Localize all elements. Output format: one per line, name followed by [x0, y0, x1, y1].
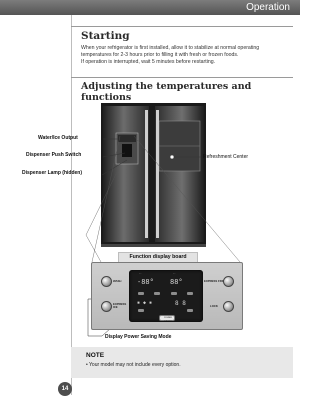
starting-heading: Starting [81, 30, 130, 42]
adjusting-heading: Adjusting the temperatures and functions [81, 81, 252, 103]
callout-dispenser-push-switch: Dispenser Push Switch [26, 152, 82, 158]
dispenser-recess [122, 144, 132, 157]
display-power-saving-mode-label: Display Power Saving Mode [105, 334, 172, 340]
function-display-board [91, 262, 243, 330]
express-ice-button[interactable] [101, 301, 112, 312]
starting-line: If operation is interrupted, wait 5 minutes before restarting. [81, 59, 216, 66]
callout-water-ice-output: Water/Ice Output [38, 135, 78, 141]
fridge-temp-display: 88° [170, 278, 183, 286]
callout-refreshment-center: Refreshment Center [203, 154, 249, 160]
panel-header-left: ◦ ◦ [139, 273, 142, 275]
page-number: 14 [58, 382, 72, 396]
panel-mini-button[interactable] [171, 292, 177, 295]
power-saving-label: POWER SAVING [164, 317, 172, 323]
wash-button[interactable] [101, 276, 112, 287]
lock-label: LOCK [210, 304, 218, 308]
note-text: • Your model may not include every option. [86, 362, 181, 368]
express-ice-label: EXPRESS ICE [113, 302, 127, 309]
power-saving-button[interactable] [159, 315, 175, 321]
lock-button[interactable] [223, 301, 234, 312]
panel-mini-button[interactable] [187, 292, 193, 295]
express-frz-label: EXPRESS FRZ [204, 279, 224, 283]
panel-mini-button[interactable] [154, 292, 160, 295]
function-display-board-title: Function display board [118, 252, 198, 263]
fridge-handle [156, 110, 159, 238]
express-frz-button[interactable] [223, 276, 234, 287]
note-box [71, 347, 293, 378]
freezer-temp-display: -88° [137, 278, 154, 286]
wash-label: WASH [113, 279, 122, 283]
panel-mini-button[interactable] [138, 292, 144, 295]
note-heading: NOTE [86, 352, 105, 359]
section-title: Operation [246, 2, 290, 13]
freezer-door [103, 106, 149, 242]
panel-header-right: ◦ ◦ [173, 273, 176, 275]
control-panel-display [129, 270, 203, 322]
panel-filter-display: 8 8 [175, 300, 186, 307]
callout-dispenser-lamp: Dispenser Lamp (hidden) [22, 170, 83, 176]
freezer-handle [145, 110, 148, 238]
starting-line: When your refrigerator is first installed, allow it to stabilize at normal operating [81, 45, 260, 51]
panel-mini-button[interactable] [187, 309, 193, 312]
panel-mini-button[interactable] [138, 309, 144, 312]
panel-icon-row: ▪ ◆ ▪ [137, 300, 153, 306]
starting-line: temperatures for 2-3 hours prior to filling it with fresh or frozen foods. [81, 52, 239, 59]
dispenser-display [118, 135, 136, 142]
